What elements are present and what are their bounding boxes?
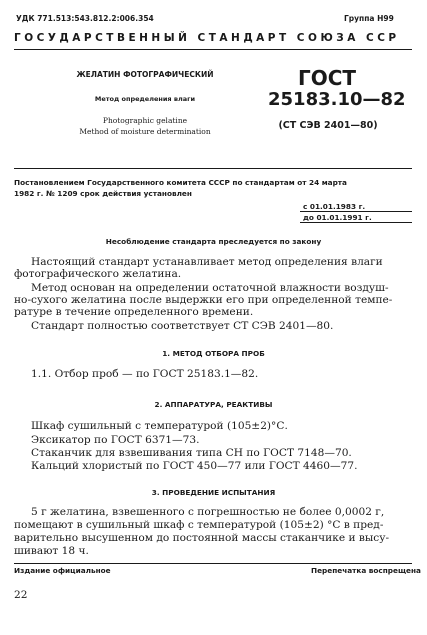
decree-line-2: 1982 г. № 1209 срок действия установлен bbox=[14, 189, 192, 198]
document-title-ru: ЖЕЛАТИН ФОТОГРАФИЧЕСКИЙ bbox=[76, 70, 214, 79]
procedure-line-4: шивают 18 ч. bbox=[14, 545, 89, 557]
page-number: 22 bbox=[14, 589, 28, 601]
udk-code: УДК 771.513:543.812.2:006.354 bbox=[16, 14, 154, 23]
intro-paragraph-2-line-3: ратуре в течение определенного времени. bbox=[14, 306, 254, 318]
official-edition-label: Издание официальное bbox=[14, 566, 111, 575]
footer-divider bbox=[14, 563, 412, 564]
document-title-en: Photographic gelatine bbox=[102, 116, 188, 125]
title-divider bbox=[14, 168, 412, 169]
violation-notice: Несоблюдение стандарта преследуется по закону bbox=[105, 237, 322, 246]
gost-number: 25183.10—82 bbox=[268, 89, 406, 110]
section-2-heading: 2. АППАРАТУРА, РЕАКТИВЫ bbox=[154, 400, 273, 409]
section-3-heading: 3. ПРОВЕДЕНИЕ ИСПЫТАНИЯ bbox=[151, 488, 276, 497]
group-code: Группа Н99 bbox=[344, 14, 394, 23]
equipment-line-1: Шкаф сушильный с температурой (105±2)°С. bbox=[31, 420, 288, 432]
procedure-line-2: помещают в сушильный шкаф с температурой (105±2) °С в пред- bbox=[14, 519, 384, 531]
equipment-line-4: Кальций хлористый по ГОСТ 450—77 или ГОСТ 4460—77. bbox=[31, 460, 358, 472]
state-standard-heading: ГОСУДАРСТВЕННЫЙ СТАНДАРТ СОЮЗА ССР bbox=[14, 32, 400, 44]
validity-to-date: до 01.01.1991 г. bbox=[303, 213, 372, 222]
gost-label: ГОСТ bbox=[297, 66, 357, 90]
document-subtitle-ru: Метод определения влаги bbox=[94, 95, 196, 103]
equipment-line-2: Эксикатор по ГОСТ 6371—73. bbox=[31, 434, 200, 446]
validity-from-underline bbox=[300, 211, 412, 212]
section-1-heading: 1. МЕТОД ОТБОРА ПРОБ bbox=[162, 349, 265, 358]
equipment-line-3: Стаканчик для взвешивания типа СН по ГОСТ 7148—70. bbox=[31, 447, 352, 459]
intro-paragraph-1-line-1: Настоящий стандарт устанавливает метод определения влаги bbox=[31, 256, 383, 268]
intro-paragraph-2-line-2: но-сухого желатина после выдержки его при определенной темпе- bbox=[14, 294, 393, 306]
header-divider bbox=[14, 49, 412, 50]
intro-paragraph-3: Стандарт полностью соответствует СТ СЭВ 2401—80. bbox=[31, 320, 334, 332]
document-subtitle-en: Method of moisture determination bbox=[79, 127, 211, 136]
validity-from-date: с 01.01.1983 г. bbox=[303, 202, 366, 211]
intro-paragraph-2-line-1: Метод основан на определении остаточной влажности воздуш- bbox=[31, 282, 389, 294]
procedure-line-1: 5 г желатина, взвешенного с погрешностью не более 0,0002 г, bbox=[31, 506, 385, 518]
validity-to-underline bbox=[300, 222, 412, 223]
reprint-prohibited-label: Перепечатка воспрещена bbox=[311, 566, 421, 575]
decree-line-1: Постановлением Государственного комитета СССР по стандартам от 24 марта bbox=[14, 178, 347, 187]
procedure-line-3: варительно высушенном до постоянной массы стаканчике и высу- bbox=[14, 532, 390, 544]
intro-paragraph-1-line-2: фотографического желатина. bbox=[14, 268, 182, 280]
section-1-paragraph: 1.1. Отбор проб — по ГОСТ 25183.1—82. bbox=[31, 368, 259, 380]
sev-reference: (СТ СЭВ 2401—80) bbox=[278, 120, 378, 131]
